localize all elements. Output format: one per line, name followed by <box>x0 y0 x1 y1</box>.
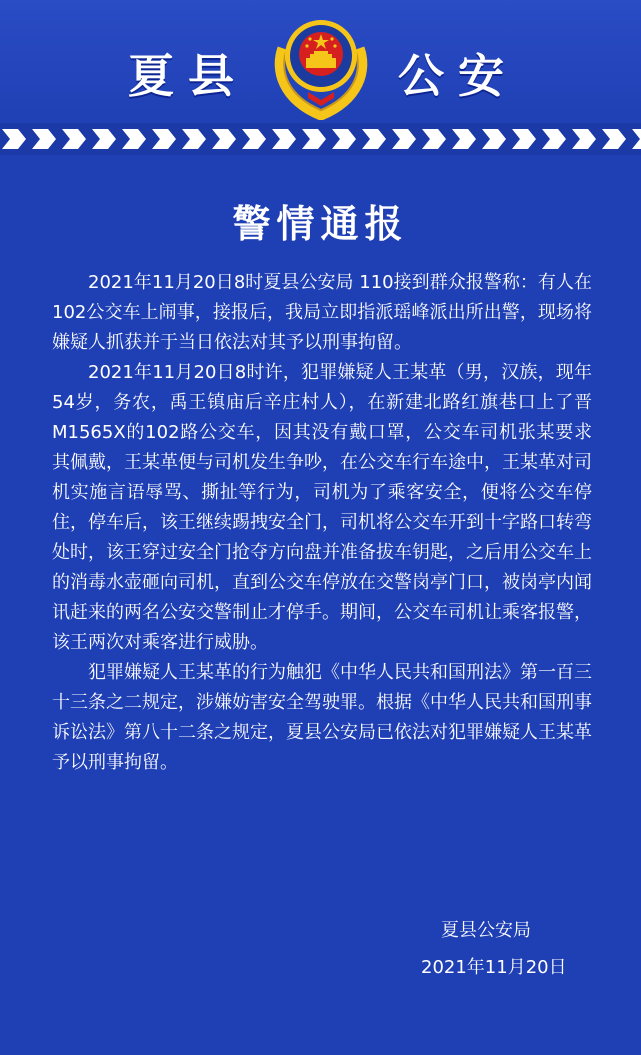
paragraph-3: 犯罪嫌疑人王某革的行为触犯《中华人民共和国刑法》第一百三十三条之二规定，涉嫌妨害安全驾驶罪。根据《中华人民共和国刑事诉讼法》第八十二条之规定，夏县公安局已依法对犯罪嫌疑人王某革予以刑事拘留。 <box>52 662 592 773</box>
signer: 夏县公安局 <box>441 920 531 941</box>
paragraph-2: 2021年11月20日8时许，犯罪嫌疑人王某革（男，汉族，现年54岁，务农，禹王镇庙后辛庄村人），在新建北路红旗巷口上了晋M1565X的102路公交车，因其没有戴口罩，公交车司机张某要求其佩戴，王某革便与司机发生争吵，在公交车行车途中，王某革对司机实施言语辱骂、撕扯等行为，司机为了乘客安全，便将公交车停住，停车后，该王继续踢拽安全门，司机将公交车开到十字路口转弯处时，该王穿过安全门抢夺方向盘并准备拔车钥匙，之后用公交车上的消毒水壶砸向司机，直到公交车停放在交警岗亭门口，被岗亭内闻讯赶来的两名公安交警制止才停手。期间，公交车司机让乘客报警，该王两次对乘客进行威胁。 <box>52 362 592 653</box>
police-emblem-icon <box>268 8 374 120</box>
notice-title: 警情通报 <box>232 202 409 246</box>
notice-date: 2021年11月20日 <box>421 957 567 978</box>
notice-body <box>52 268 592 778</box>
header-left-text: 夏县 <box>128 49 248 103</box>
header-banner <box>0 0 641 128</box>
paragraph-1: 2021年11月20日8时夏县公安局 110接到群众报警称：有人在102公交车上闹事，接报后，我局立即指派瑶峰派出所出警，现场将嫌疑人抓获并于当日依法对其予以刑事拘留。 <box>52 272 592 353</box>
header-right-text: 公安 <box>398 49 518 103</box>
stripe-band <box>0 123 641 155</box>
